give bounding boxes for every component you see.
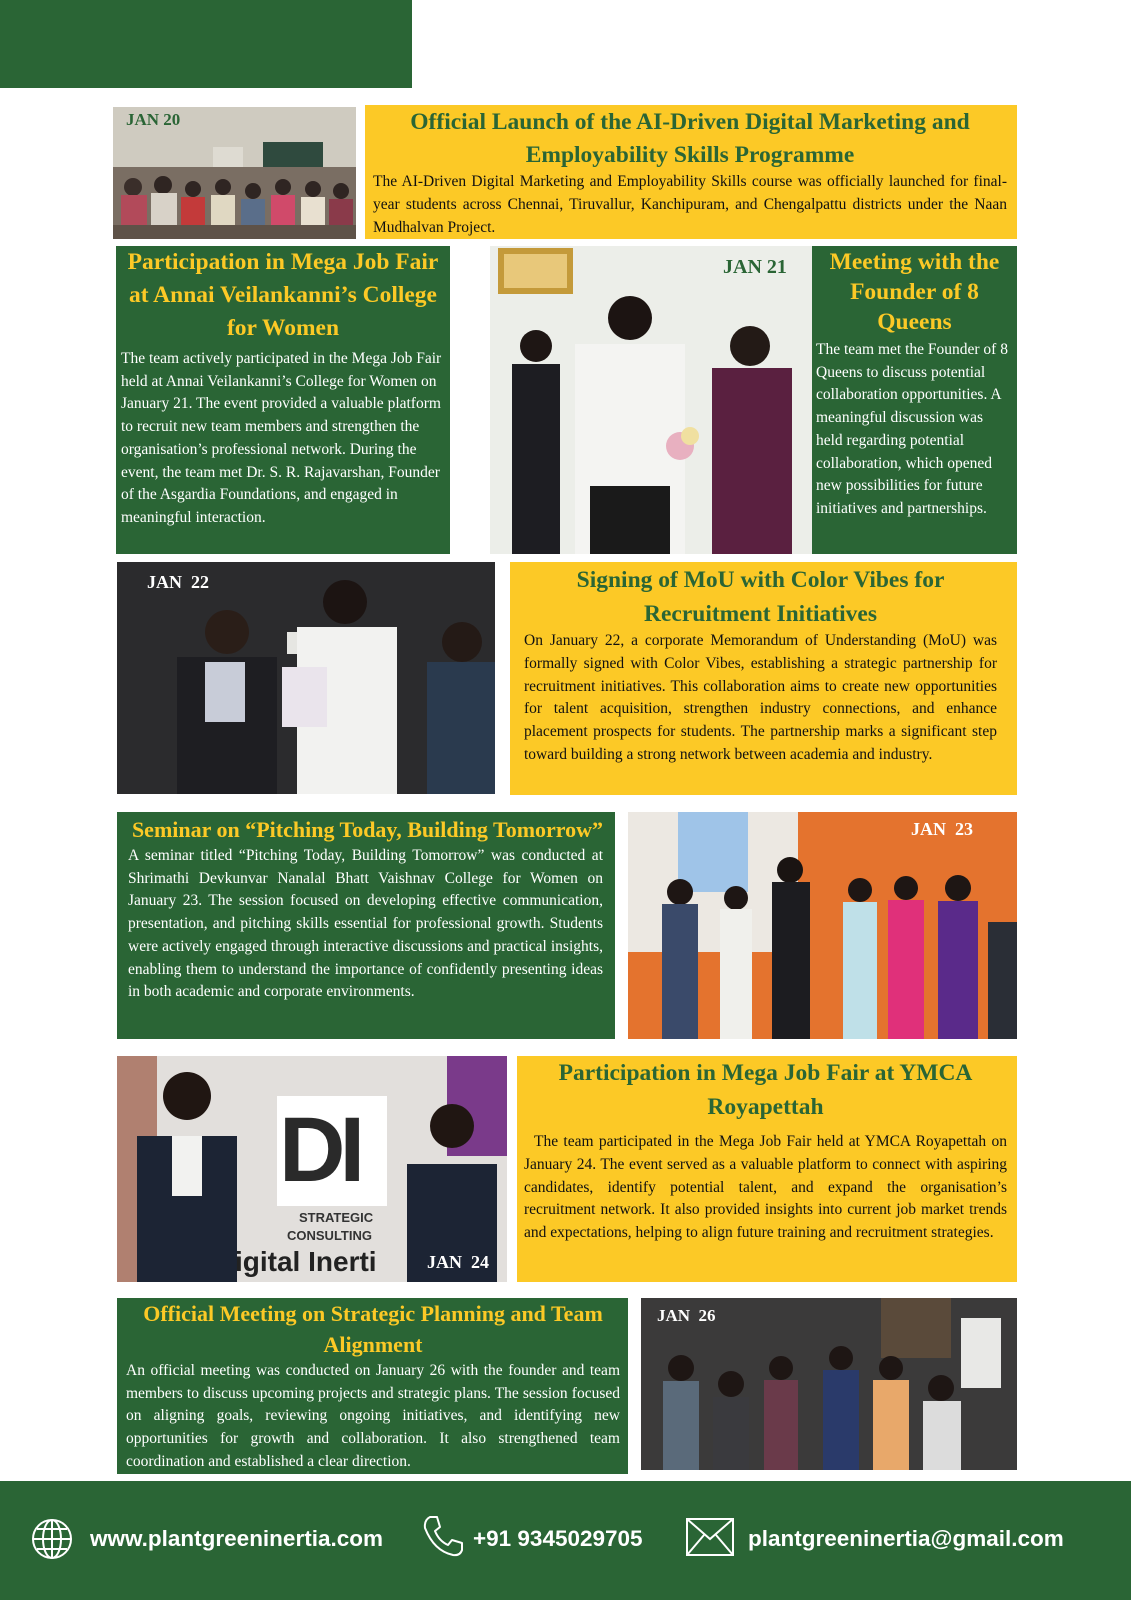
envelope-icon [685, 1517, 735, 1557]
section-title: Participation in Mega Job Fair at Annai Veilankanni’s College for Women [127, 249, 439, 341]
section-body: A seminar titled “Pitching Today, Building Tomorrow” was conducted at Shrimathi Devkunvar Nanalal Bhatt Vaishnav College for Women on January 23. The session focused on developing effective communication, presentation, and pitching skills essential for professional growth. Students were actively engaged through interactive discussions and practical insights, enabling them to understand the importance of confidently presenting ideas in both academic and corporate environments. [128, 847, 603, 1001]
section-body: The AI-Driven Digital Marketing and Employability Skills course was officially launched for final-year students across Chennai, Tiruvallur, Kanchipuram, and Chengalpattu districts under the Naan Mudhalvan Project. [373, 173, 1007, 236]
section-body: The team participated in the Mega Job Fair held at YMCA Royapettah on January 24. The event served as a valuable platform to connect with aspiring candidates, identify potential talent, and expand the organisation’s recruitment network. It also provided insights into current job market trends and expectations, helping to align future training and recruitment strategies. [524, 1133, 1007, 1242]
website-link[interactable]: www.plantgreeninertia.com [90, 1526, 383, 1551]
banner-text: igital Inerti [235, 1246, 377, 1277]
banner-logo: DI [279, 1099, 359, 1201]
footer [0, 1481, 1131, 1600]
date-label: JAN 21 [723, 256, 787, 278]
date-label: JAN 23 [911, 819, 973, 839]
section-title: Seminar on “Pitching Today, Building Tomorrow” [131, 817, 604, 842]
email-link[interactable]: plantgreeninertia@gmail.com [748, 1526, 1064, 1551]
phone-icon [420, 1513, 466, 1559]
section-body: The team met the Founder of 8 Queens to discuss potential collaboration opportunities. A meaningful discussion was held regarding potential collaboration, which opened new possibilities for future initiatives and partnerships. [816, 341, 1008, 517]
launch-photo [113, 107, 356, 239]
mou-photo [117, 562, 495, 794]
date-label: JAN 22 [147, 572, 209, 592]
section-title: Official Launch of the AI-Driven Digital Marketing and Employability Skills Programme [410, 109, 970, 168]
section-title: Meeting with the Founder of 8 Queens [829, 249, 1000, 335]
phone-link[interactable]: +91 9345029705 [473, 1526, 643, 1551]
date-label: JAN 26 [657, 1306, 716, 1325]
globe-icon [30, 1517, 74, 1561]
date-label: JAN 20 [126, 110, 181, 129]
seminar-photo [628, 812, 1017, 1039]
section-body: The team actively participated in the Mega Job Fair held at Annai Veilankanni’s College for Women on January 21. The event provided a valuable platform to recruit new team members and strengthen the organisation’s professional network. During the event, the team met Dr. S. R. Rajavarshan, Founder of the Asgardia Foundations, and engaged in meaningful interaction. [121, 350, 442, 526]
queens-panel [812, 246, 1017, 554]
section-title: Participation in Mega Job Fair at YMCA Royapettah [558, 1060, 973, 1120]
ymca-photo [117, 1056, 507, 1282]
strategy-panel [117, 1298, 628, 1474]
section-title: Official Meeting on Strategic Planning and Team Alignment [143, 1301, 603, 1357]
ymca-panel [517, 1056, 1017, 1282]
jobfair-annai-panel [116, 246, 450, 554]
queens-photo [490, 246, 812, 554]
mou-panel [510, 562, 1017, 795]
launch-panel [365, 105, 1017, 239]
strategy-photo [641, 1298, 1017, 1470]
section-title: Signing of MoU with Color Vibes for Recruitment Initiatives [576, 567, 945, 627]
banner-text: STRATEGIC [299, 1210, 374, 1225]
seminar-panel [117, 812, 615, 1039]
header-bar [0, 0, 412, 88]
banner-text: CONSULTING [287, 1228, 372, 1243]
date-label: JAN 24 [427, 1252, 489, 1272]
section-body: On January 22, a corporate Memorandum of Understanding (MoU) was formally signed with Color Vibes, establishing a strategic partnership for recruitment initiatives. This collaboration aims to create new opportunities for talent acquisition, strengthen industry connections, and enhance placement prospects for students. The partnership marks a significant step toward building a strong network between academia and industry. [524, 632, 997, 763]
section-body: An official meeting was conducted on January 26 with the founder and team members to discuss upcoming projects and strategic plans. The session focused on aligning goals, reviewing ongoing initiatives, and identifying new opportunities for growth and collaboration. It also strengthened team coordination and established a clear direction. [126, 1362, 620, 1470]
